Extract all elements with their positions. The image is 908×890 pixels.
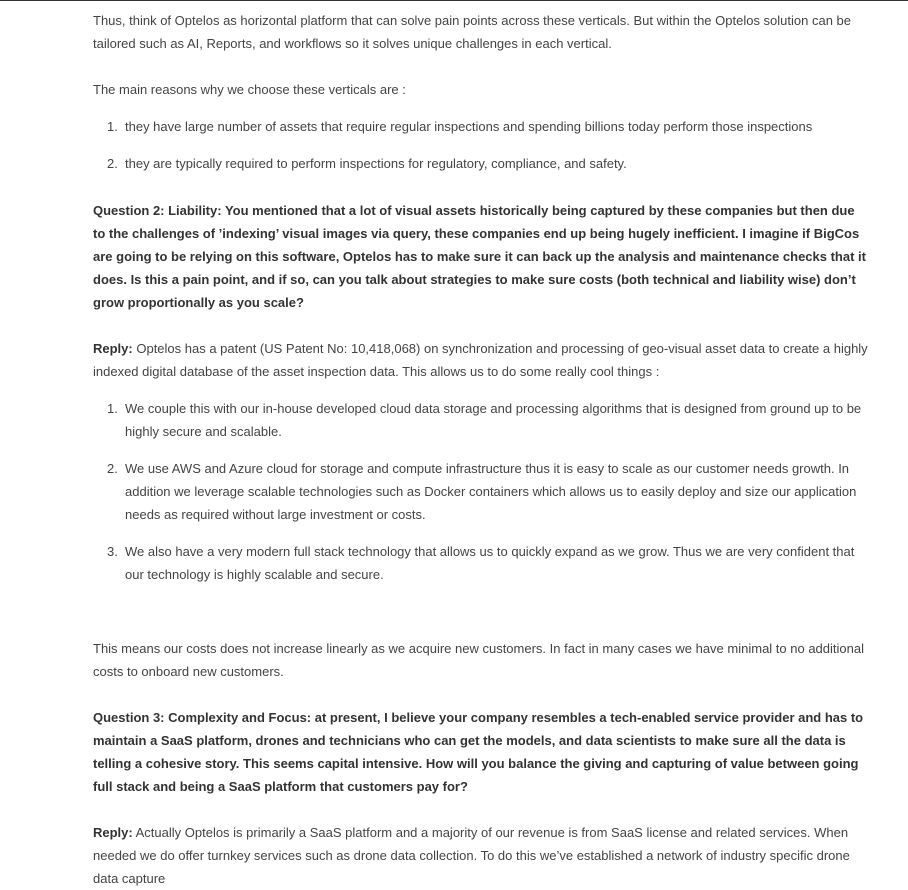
list-number: 2. [107,461,118,476]
list-item [93,540,869,586]
question-2-reply [93,337,869,383]
question-3-heading: Question 3: Complexity and Focus: at present, I believe your company resembles a tech-enabled service provider and has to maintain a SaaS platform, drones and technicians who can get the models, and data scientists to make sure all the data is telling a cohesive story. This seems capital intensive. How will you balance the giving and capturing of value between going full stack and being a SaaS platform that customers pay for? [93,710,864,794]
list-item [93,152,869,175]
list-number: 1. [107,119,118,134]
document-body [93,9,869,890]
closing-paragraph: This means our costs does not increase linearly as we acquire new customers. In fact in many cases we have minimal to no additional costs to onboard new customers. [93,641,864,679]
reply-text: Actually Optelos is primarily a SaaS platform and a majority of our revenue is from SaaS license and related services. When needed we do offer turnkey services such as drone data collection. To do this we’ve established a network of industry specific drone data capture [93,825,850,886]
list-number: 2. [107,156,118,171]
list-item [93,115,869,138]
reply-label: Reply: [93,825,133,840]
list-item [93,457,869,526]
reply-points-list [93,397,869,586]
list-number: 3. [107,544,118,559]
list-number: 1. [107,401,118,416]
reasons-list [93,115,869,175]
question-2-heading: Question 2: Liability: You mentioned that a lot of visual assets historically being captured by these companies but then due to the challenges of ’indexing’ visual images via query, these companies end up being hugely inefficient. I imagine if BigCos are going to be relying on this software, Optelos has to make sure it can back up the analysis and maintenance checks that it does. Is this a pain point, and if so, can you talk about strategies to make sure costs (both technical and liability wise) don’t grow proportionally as you scale? [93,203,866,310]
list-text: We couple this with our in-house developed cloud data storage and processing algorithms that is designed from ground up to be highly secure and scalable. [125,401,862,439]
intro-paragraph: Thus, think of Optelos as horizontal platform that can solve pain points across these verticals. But within the Optelos solution can be tailored such as AI, Reports, and workflows so it solves unique challenges in each vertical. [93,13,852,51]
list-text: they have large number of assets that require regular inspections and spending billions today perform those inspections [125,119,813,134]
top-divider [0,0,908,1]
list-text: We use AWS and Azure cloud for storage and compute infrastructure thus it is easy to scale as our customer needs growth. In addition we leverage scalable technologies such as Docker containers which allows us to easily deploy and size our application needs as required without large investment or costs. [125,461,857,522]
spacer [93,600,869,637]
reply-text: Optelos has a patent (US Patent No: 10,418,068) on synchronization and processing of geo-visual asset data to create a highly indexed digital database of the asset inspection data. This allows us to do some really cool things : [93,341,868,379]
reasons-intro: The main reasons why we choose these verticals are : [93,82,406,97]
list-item [93,397,869,443]
reply-label: Reply: [93,341,133,356]
list-text: they are typically required to perform inspections for regulatory, compliance, and safety. [125,156,627,171]
list-text: We also have a very modern full stack technology that allows us to quickly expand as we grow. Thus we are very confident that our technology is highly scalable and secure. [125,544,855,582]
question-3-reply [93,821,869,890]
